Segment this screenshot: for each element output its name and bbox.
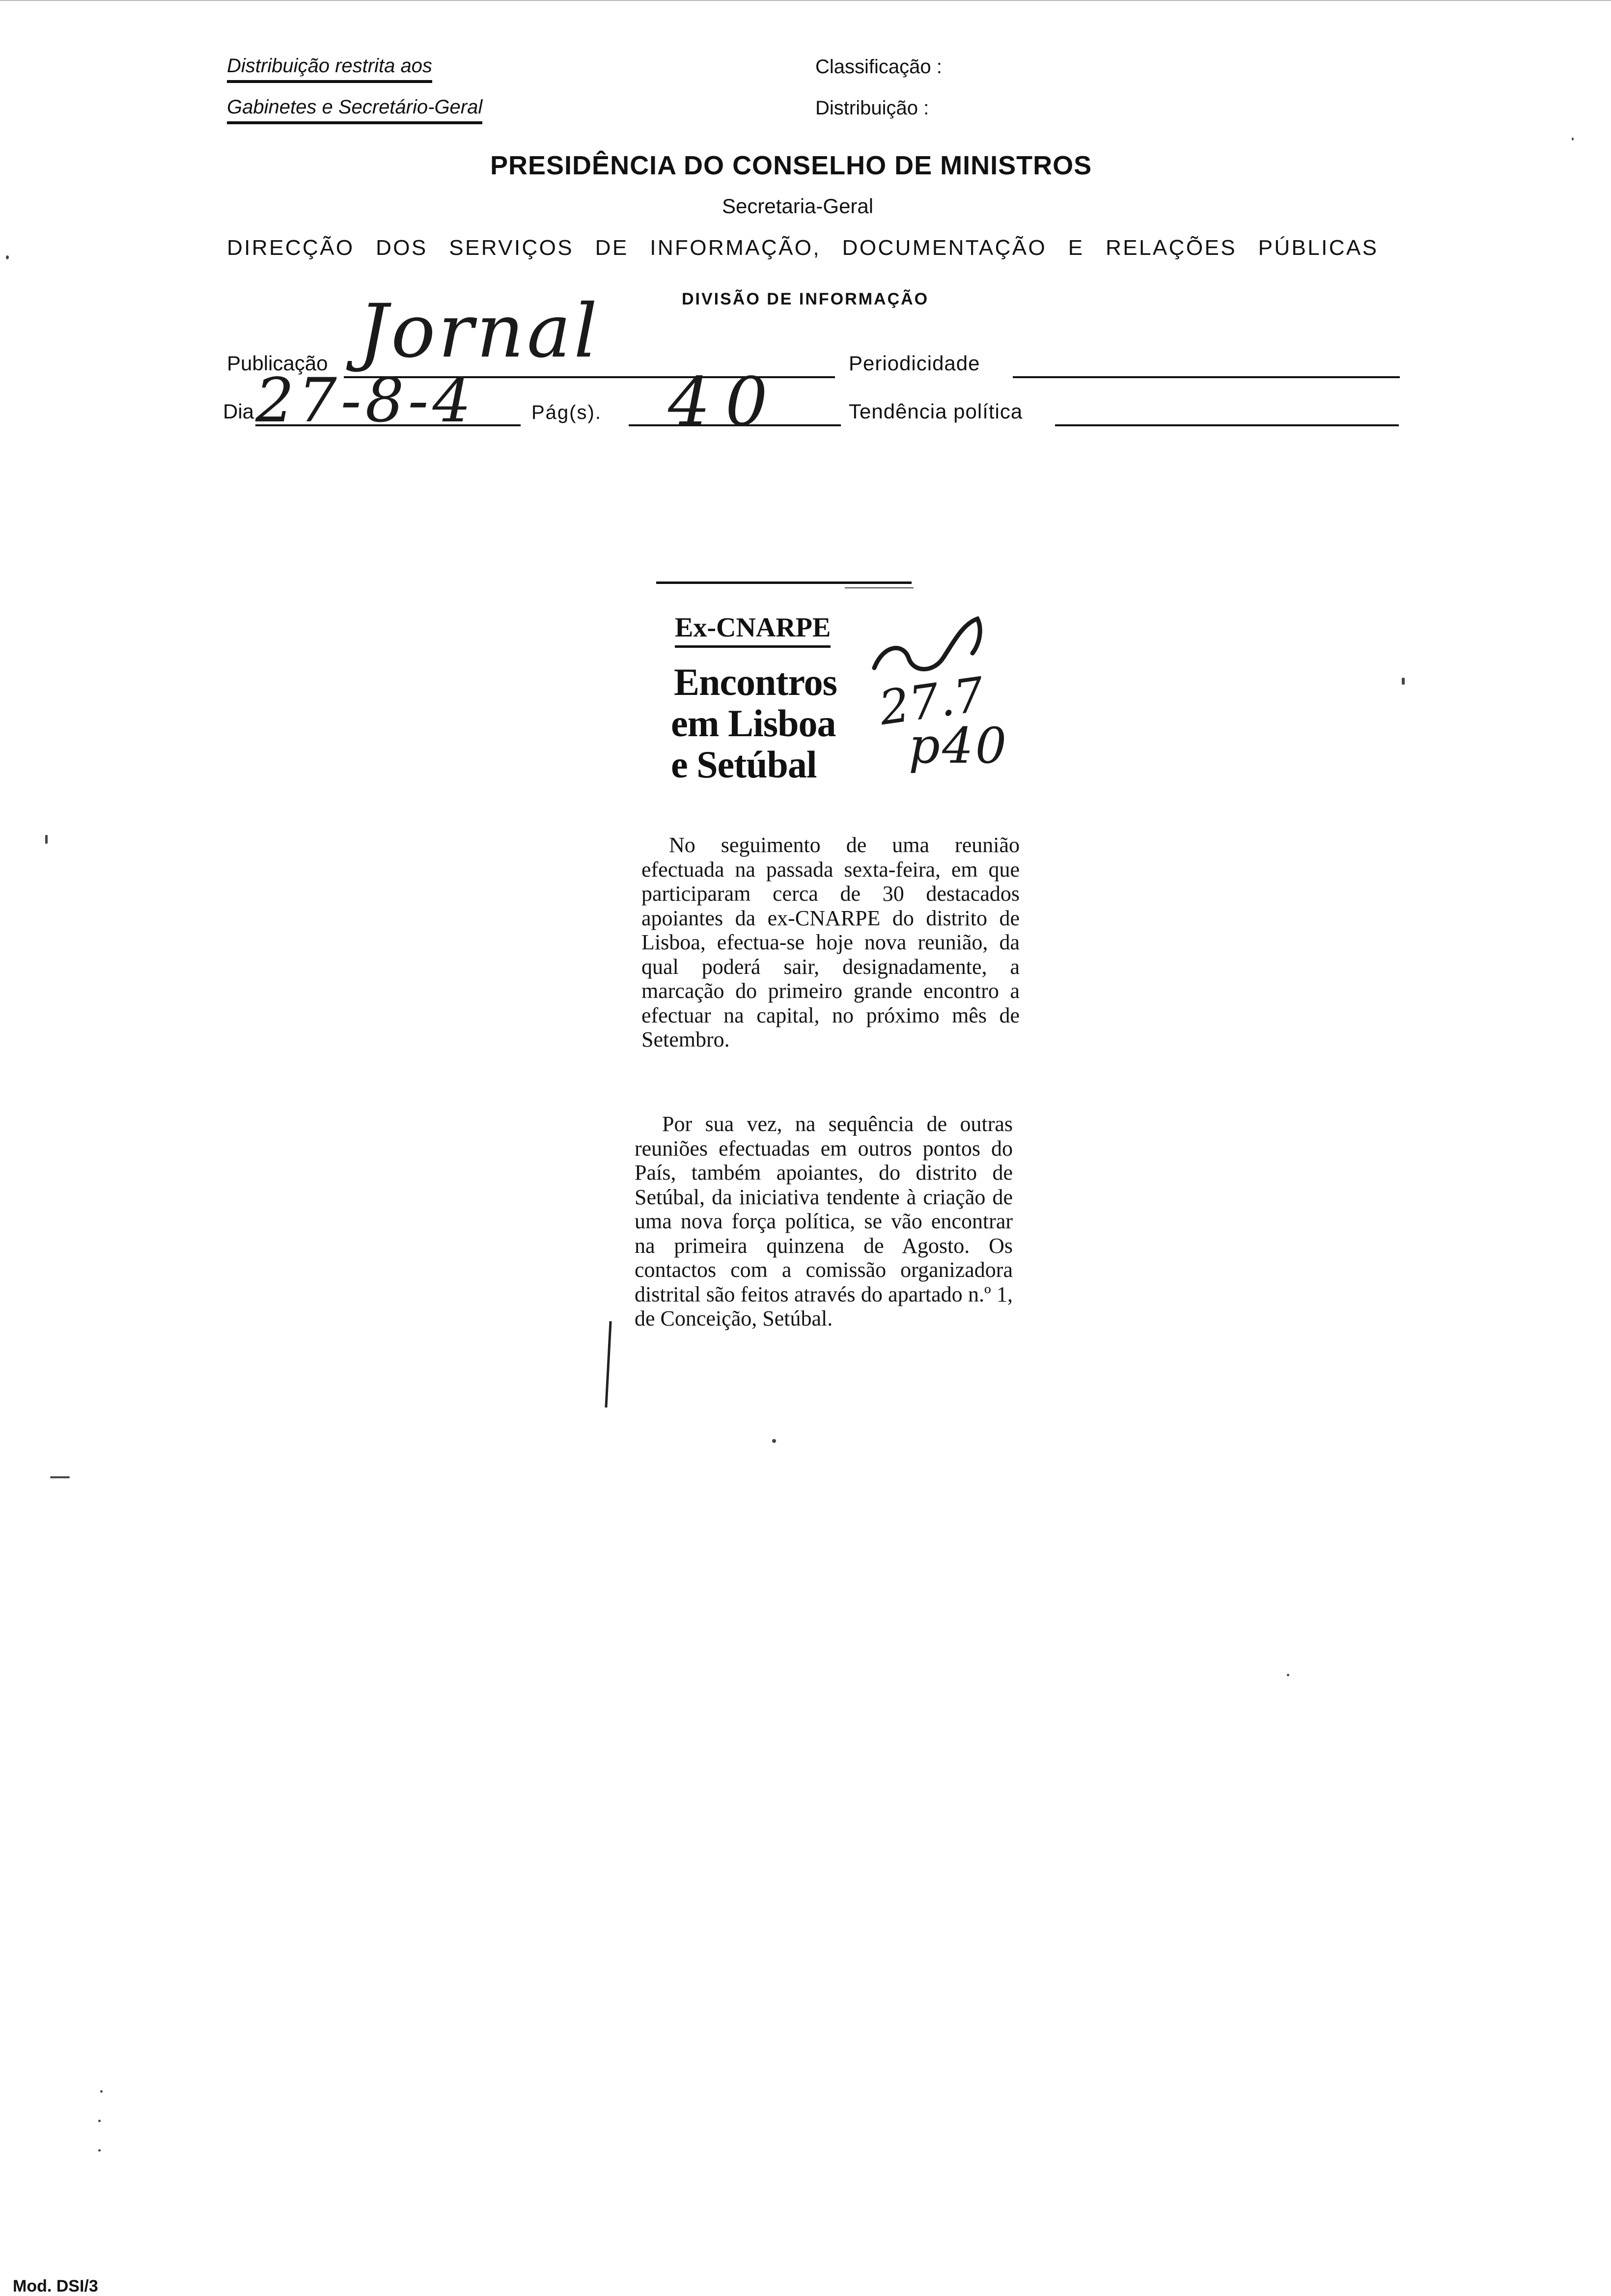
periodicity-label: Periodicidade [849,352,980,375]
periodicity-field-line [1013,376,1400,378]
distribution-restriction-line1: Distribuição restrita aos [227,55,432,83]
scan-speck [98,2120,101,2122]
scan-speck [50,1476,70,1478]
clipping-headline-line1: Encontros [674,661,837,703]
scan-speck [6,255,9,259]
scan-speck [1402,678,1405,685]
scan-speck [1572,138,1574,140]
day-label: Dia [223,400,254,423]
division-name: DIVISÃO DE INFORMAÇÃO [682,290,929,308]
clipping-margin-mark [605,1321,611,1408]
clipping-headline-line3: e Setúbal [671,743,817,786]
clipping-top-rule-thin [845,587,914,588]
clipping-paragraph-2: Por sua vez, na sequência de outras reuniões efectuadas em outros pontos do País, também apoiantes, do distrito de Setúbal, da iniciativa tendente à criação de uma nova força política, se vão encontrar na primeira quinzena de Agosto. Os contactos com a comissão organizadora distrital são feitos através do apartado n.º 1, de Conceição, Setúbal. [635,1112,1013,1330]
scan-speck [1287,1674,1289,1676]
political-tendency-field-line [1055,424,1399,426]
day-handwritten-value: 27-8-4 [255,365,475,436]
scan-speck [45,835,48,844]
clipping-kicker: Ex-CNARPE [675,612,831,648]
clipping-top-rule [656,581,912,584]
handwritten-note-date: 27.7 [876,666,988,736]
scan-speck [98,2149,101,2152]
scan-speck [772,1439,776,1443]
scan-speck [100,2090,103,2093]
clipping-headline-line2: em Lisboa [671,702,836,745]
political-tendency-label: Tendência política [849,400,1023,423]
clipping-paragraph-1: No seguimento de uma reunião efectuada na passada sexta-feira, em que participaram cerca de 30 destacados apoiantes da ex-CNARPE do distrito de Lisboa, efectua-se hoje nova reunião, da qual poderá sair, designadamente, a marcação do primeiro grande encontro a efectuar na capital, no próximo mês de Setembro. [641,833,1020,1051]
handwritten-note-page: p40 [909,717,1009,775]
pages-label: Pág(s). [531,402,602,423]
distribution-label: Distribuição : [815,97,929,119]
publication-handwritten-value: Jornal [359,289,601,374]
distribution-restriction-line2: Gabinetes e Secretário-Geral [227,96,482,124]
secretariat-name: Secretaria-Geral [722,194,874,218]
classification-label: Classificação : [815,56,942,78]
pages-handwritten-value: 40 [668,363,783,441]
institution-title: PRESIDÊNCIA DO CONSELHO DE MINISTROS [490,151,1092,180]
directorate-name: DIRECÇÃO DOS SERVIÇOS DE INFORMAÇÃO, DOCUMENTAÇÃO E RELAÇÕES PÚBLICAS [227,236,1379,260]
form-code: Mod. DSI/3 [13,2277,98,2296]
scan-top-edge [0,0,1611,1]
publication-label: Publicação [227,352,328,375]
